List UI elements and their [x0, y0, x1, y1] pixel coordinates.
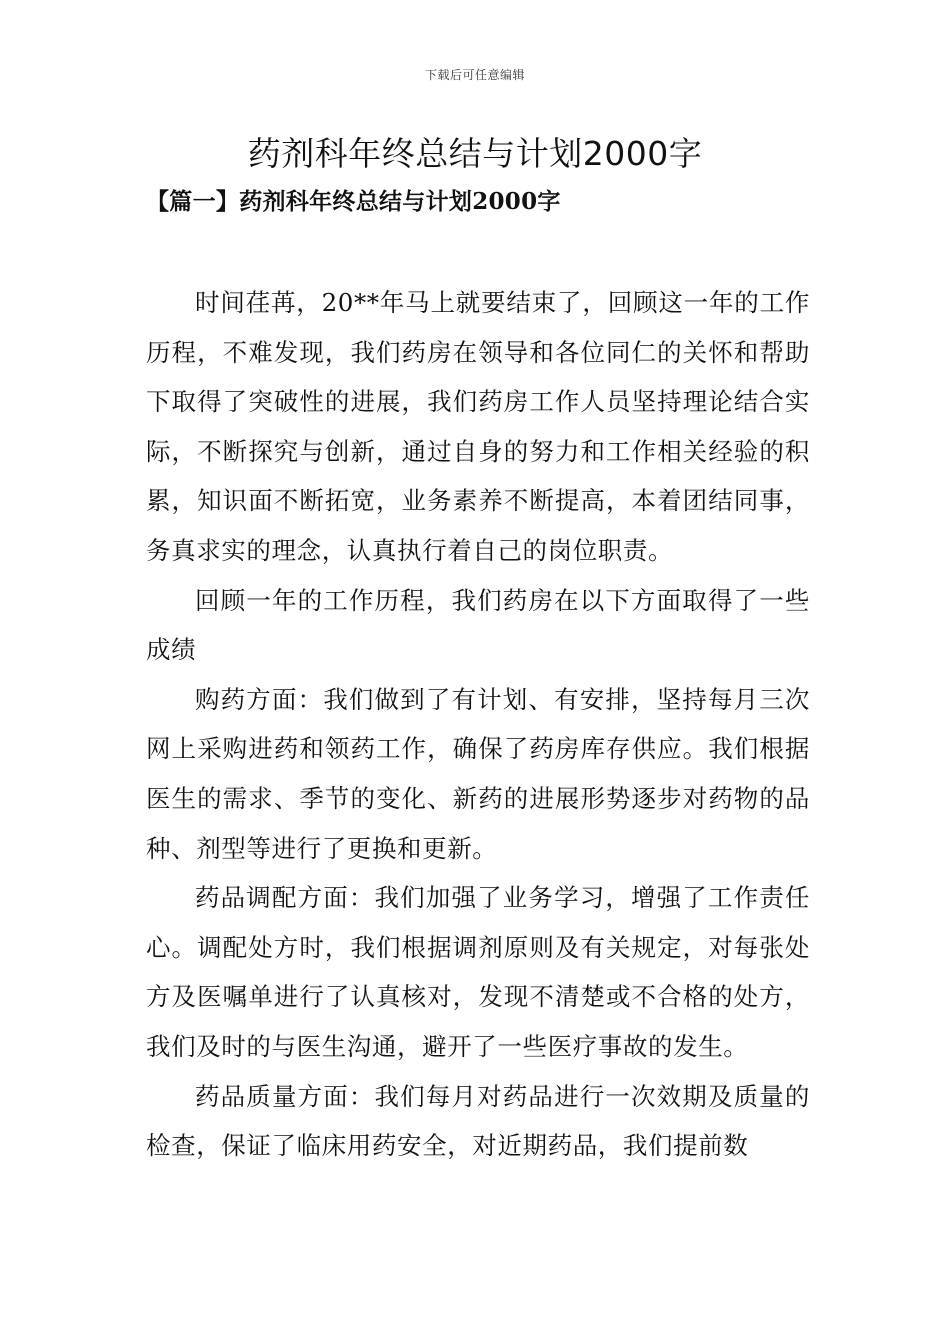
- paragraph-dispensing: 药品调配方面：我们加强了业务学习，增强了工作责任心。调配处方时，我们根据调剂原则及有关规定，对每张处方及医嘱单进行了认真核对，发现不清楚或不合格的处方，我们及时的与医生沟通，避开了一些医疗事故的发生。: [146, 883, 810, 1061]
- paragraph-achievements: 回顾一年的工作历程，我们药房在以下方面取得了一些成绩: [146, 585, 810, 665]
- section-subtitle: 【篇一】药剂科年终总结与计划2000字: [146, 188, 561, 215]
- document-body: [146, 278, 810, 1171]
- header-note: 下载后可任意编辑: [424, 68, 525, 82]
- paragraph-intro: 时间荏苒，20**年马上就要结束了，回顾这一年的工作历程，不难发现，我们药房在领导和各位同仁的关怀和帮助下取得了突破性的进展，我们药房工作人员坚持理论结合实际，不断探究与创新，通过自身的努力和工作相关经验的积累，知识面不断拓宽，业务素养不断提高，本着团结同事，务真求实的理念，认真执行着自己的岗位职责。: [146, 288, 810, 565]
- paragraph-quality: 药品质量方面：我们每月对药品进行一次效期及质量的检查，保证了临床用药安全，对近期药品，我们提前数: [146, 1081, 810, 1161]
- paragraph-purchasing: 购药方面：我们做到了有计划、有安排，坚持每月三次网上采购进药和领药工作，确保了药房库存供应。我们根据医生的需求、季节的变化、新药的进展形势逐步对药物的品种、剂型等进行了更换和更新。: [146, 684, 810, 863]
- document-title: 药剂科年终总结与计划2000字: [247, 134, 703, 173]
